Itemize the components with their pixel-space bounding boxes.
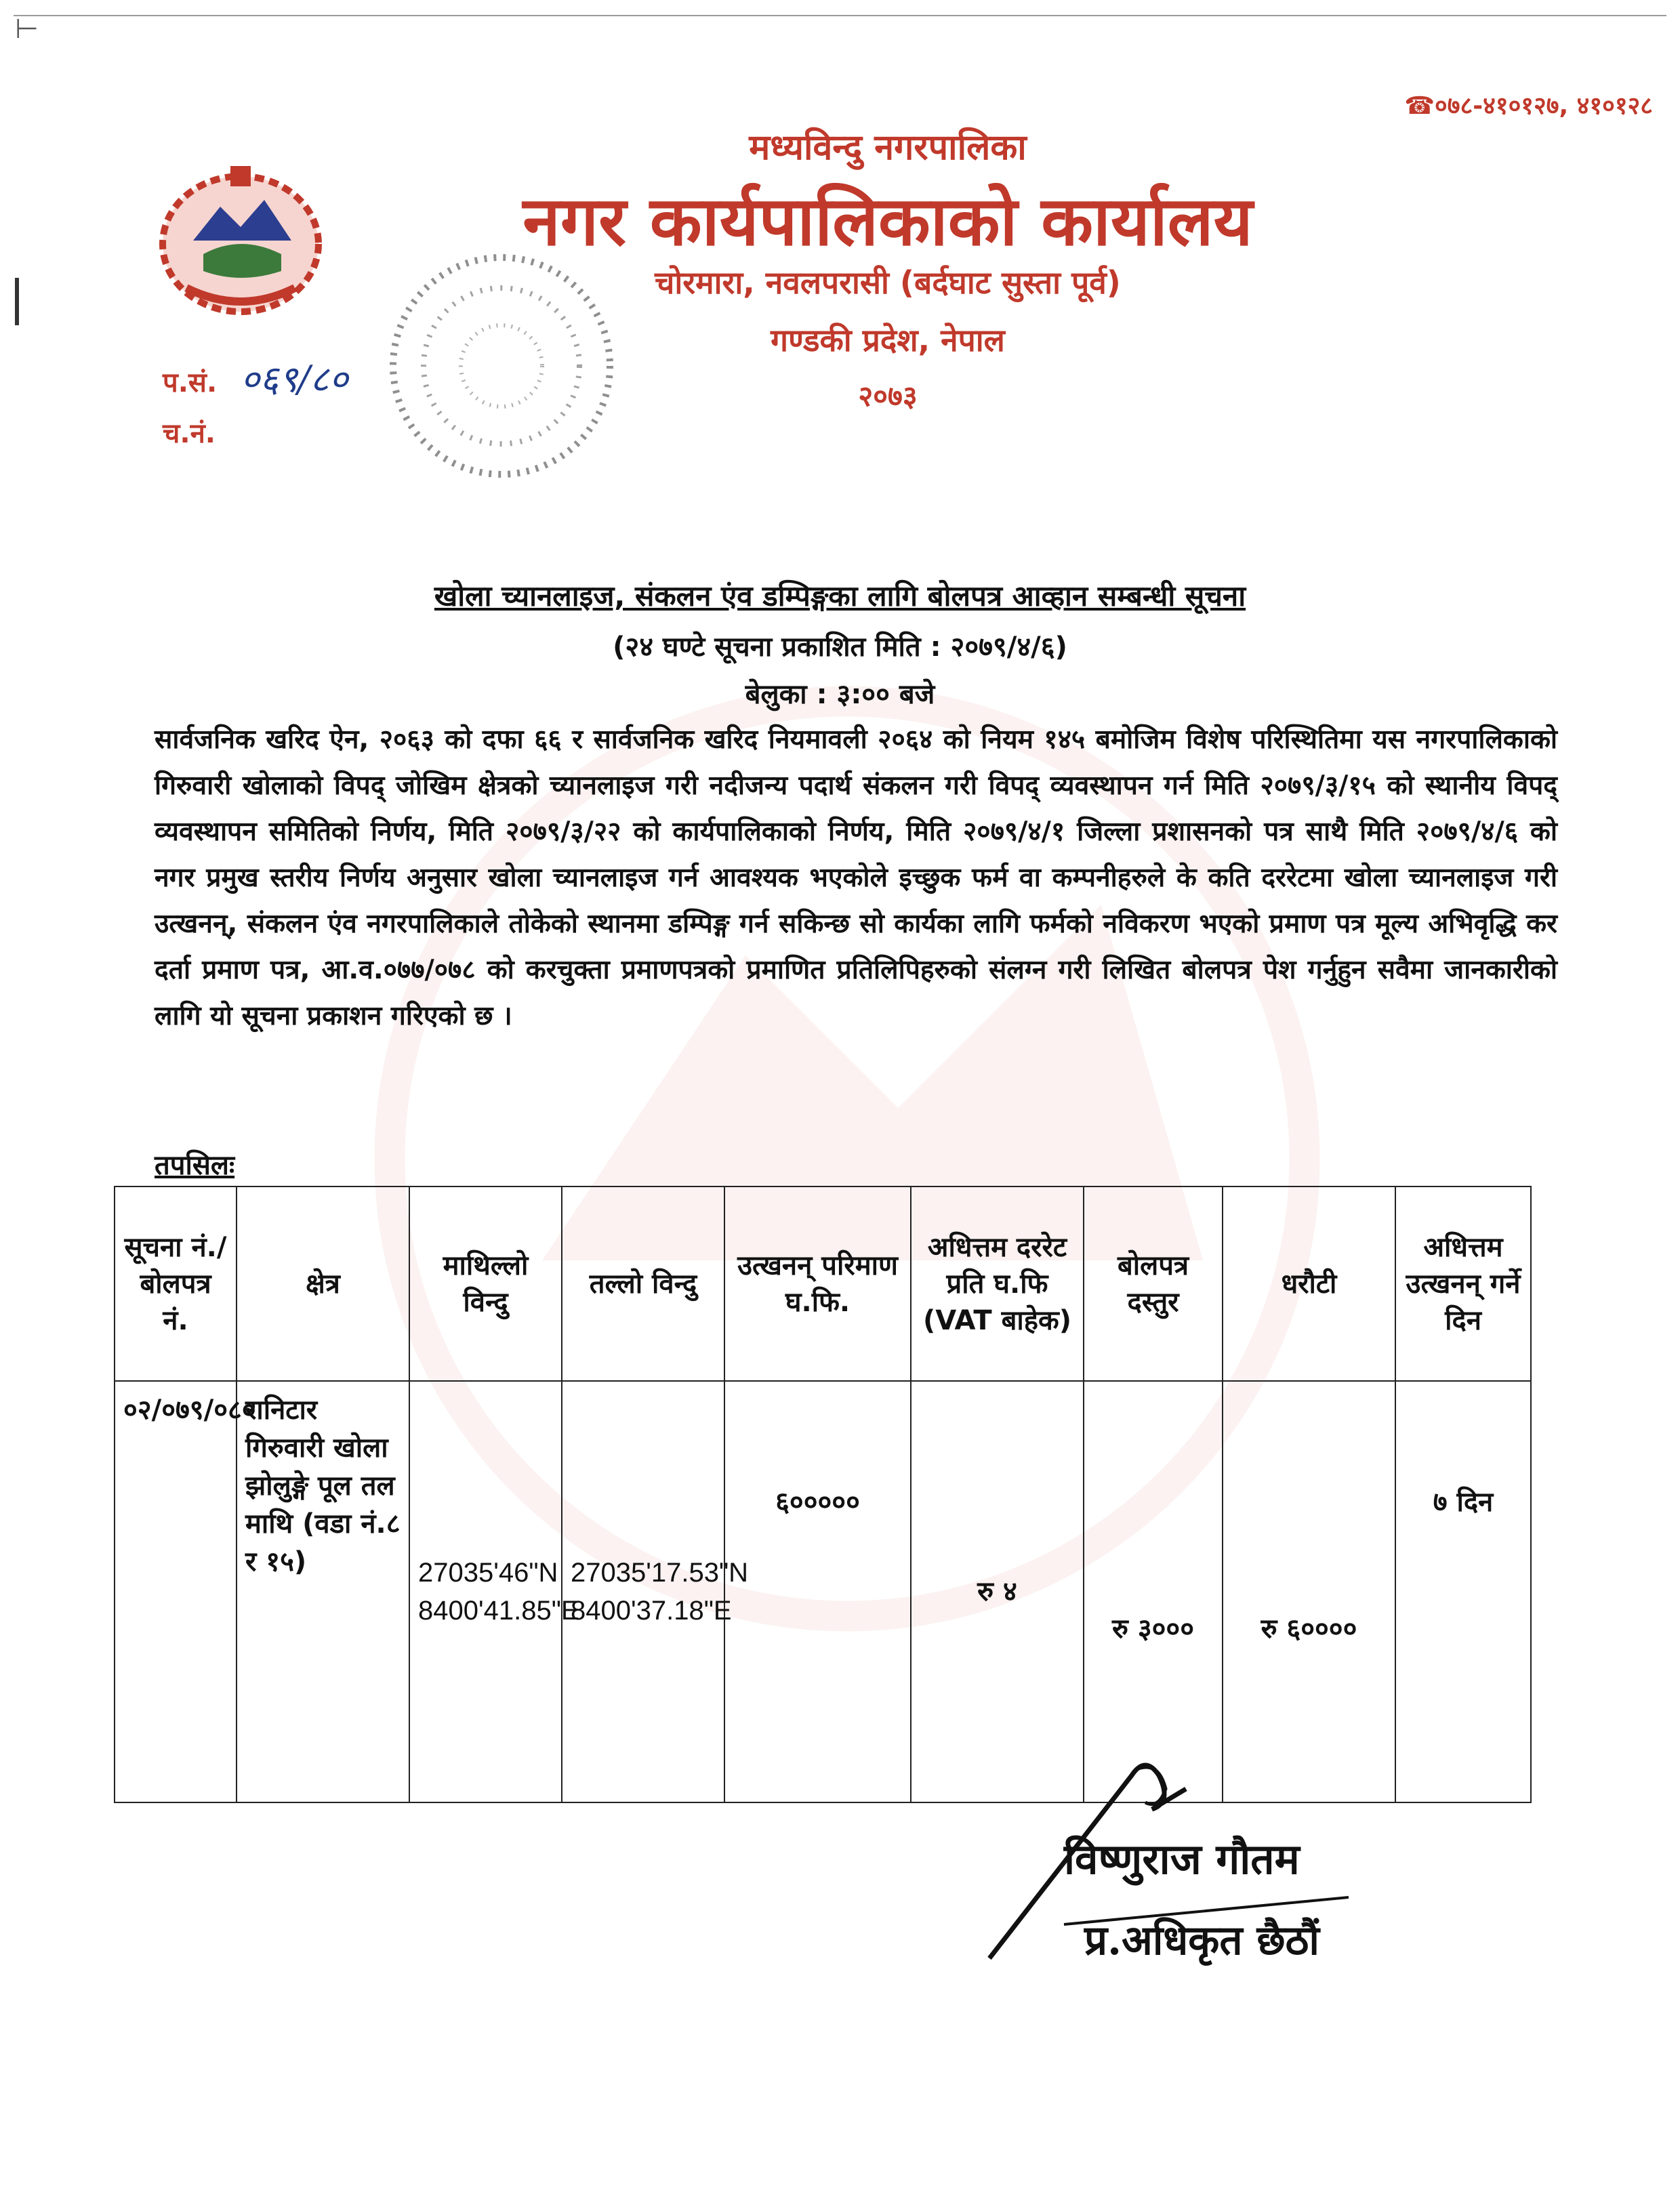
notice-time: बेलुका : ३:०० बजे <box>745 679 935 710</box>
notice-title: खोला च्यानलाइज, संकलन एंव डम्पिङ्गका लागि बोलपत्र आव्हान सम्बन्धी सूचना <box>434 579 1246 613</box>
municipality-name: मध्यविन्दु नगरपालिका <box>749 127 1027 168</box>
cell-days: ७ दिन <box>1395 1381 1531 1802</box>
cell-deposit: रु ६०००० <box>1223 1381 1395 1802</box>
notice-publish-date: (२४ घण्टे सूचना प्रकाशित मिति : २०७९/४/६) <box>613 632 1067 663</box>
table-row <box>115 1381 1531 1802</box>
cell-area: रानिटार गिरुवारी खोला झोलुङ्गे पूल तल माथि (वडा नं.८ र १५) <box>237 1381 409 1802</box>
margin-mark <box>15 278 19 325</box>
top-rule <box>14 15 1666 16</box>
signatory-title: प्र.अधिकृत छैठौं <box>1084 1917 1319 1964</box>
header-quantity: उत्खनन् परिमाण घ.फि. <box>724 1186 911 1381</box>
nepal-emblem-icon <box>146 159 335 322</box>
signatory-name: विष्णुराज गौतम <box>1064 1834 1300 1884</box>
header-area: क्षेत्र <box>237 1186 409 1381</box>
header-deposit: धरौटी <box>1223 1186 1395 1381</box>
header-max-rate: अधित्तम दररेट प्रति घ.फि (VAT बाहेक) <box>911 1186 1084 1381</box>
established-year: २०७३ <box>858 379 918 413</box>
corner-mark: ⊢ <box>15 14 39 45</box>
cell-notice-no: ०२/०७९/०८० <box>115 1381 237 1802</box>
header-days: अधित्तम उत्खनन् गर्ने दिन <box>1395 1186 1531 1381</box>
office-name: नगर कार्यपालिकाको कार्यालय <box>523 182 1253 261</box>
cell-upper-point: 27035'46"N 8400'41.85"E <box>409 1381 562 1802</box>
notice-body: सार्वजनिक खरिद ऐन, २०६३ को दफा ६६ र सार्वजनिक खरिद नियमावली २०६४ को नियम १४५ बमोजिम विशेष परिस्थितिमा यस नगरपालिकाको गिरुवारी खोलाको विपद् जोखिम क्षेत्रको च्यानलाइज गरी नदीजन्य पदार्थ संकलन गरी विपद् व्यवस्थापन गर्न मिति २०७९/३/१५ को स्थानीय विपद् व्यवस्थापन समितिको निर्णय, मिति २०७९/३/२२ को कार्यपालिकाको निर्णय, मिति २०७९/४/१ जिल्ला प्रशासनको पत्र साथै मिति २०७९/४/६ को नगर प्रमुख स्तरीय निर्णय अनुसार खोला च्यानलाइज गर्न आवश्यक भएकोले इच्छुक फर्म वा कम्पनीहरुले के कति दररेटमा खोला च्यानलाइज गरी उत्खनन्, संकलन एंव नगरपालिकाले तोकेको स्थानमा डम्पिङ्ग गर्न सकिन्छ सो कार्यका लागि फर्मको नविकरण भएको प्रमाण पत्र मूल्य अभिवृद्धि कर दर्ता प्रमाण पत्र, आ.व.०७७/०७८ को करचुक्ता प्रमाणपत्रको प्रमाणित प्रतिलिपिहरुको संलग्न गरी लिखित बोलपत्र पेश गर्नुहुन सवैमा जानकारीको लागि यो सूचना प्रकाशन गरिएको छ । <box>155 724 1557 1031</box>
tender-table <box>114 1186 1532 1803</box>
ref-ps-label: प.सं. <box>163 367 218 398</box>
province: गण्डकी प्रदेश, नेपाल <box>771 322 1005 358</box>
cell-quantity: ६००००० <box>724 1381 911 1802</box>
phone-numbers: ☎०७८-४१०१२७, ४१०१२८ <box>1404 92 1653 120</box>
details-label: तपसिलः <box>155 1150 235 1181</box>
cell-max-rate: रु ४ <box>911 1381 1084 1802</box>
header-upper-point: माथिल्लो विन्दु <box>409 1186 562 1381</box>
ref-ps-value: ०६९/८० <box>241 358 348 400</box>
header-fee: बोलपत्र दस्तुर <box>1084 1186 1223 1381</box>
cell-fee: रु ३००० <box>1084 1381 1223 1802</box>
ref-cn-label: च.नं. <box>163 418 216 449</box>
header-notice-no: सूचना नं./ बोलपत्र नं. <box>115 1186 237 1381</box>
table-header-row <box>115 1186 1531 1381</box>
office-address: चोरमारा, नवलपरासी (बर्दघाट सुस्ता पूर्व) <box>655 264 1121 301</box>
office-stamp <box>380 244 623 488</box>
header-lower-point: तल्लो विन्दु <box>562 1186 724 1381</box>
cell-lower-point: 27035'17.53"N 8400'37.18"E <box>562 1381 724 1802</box>
